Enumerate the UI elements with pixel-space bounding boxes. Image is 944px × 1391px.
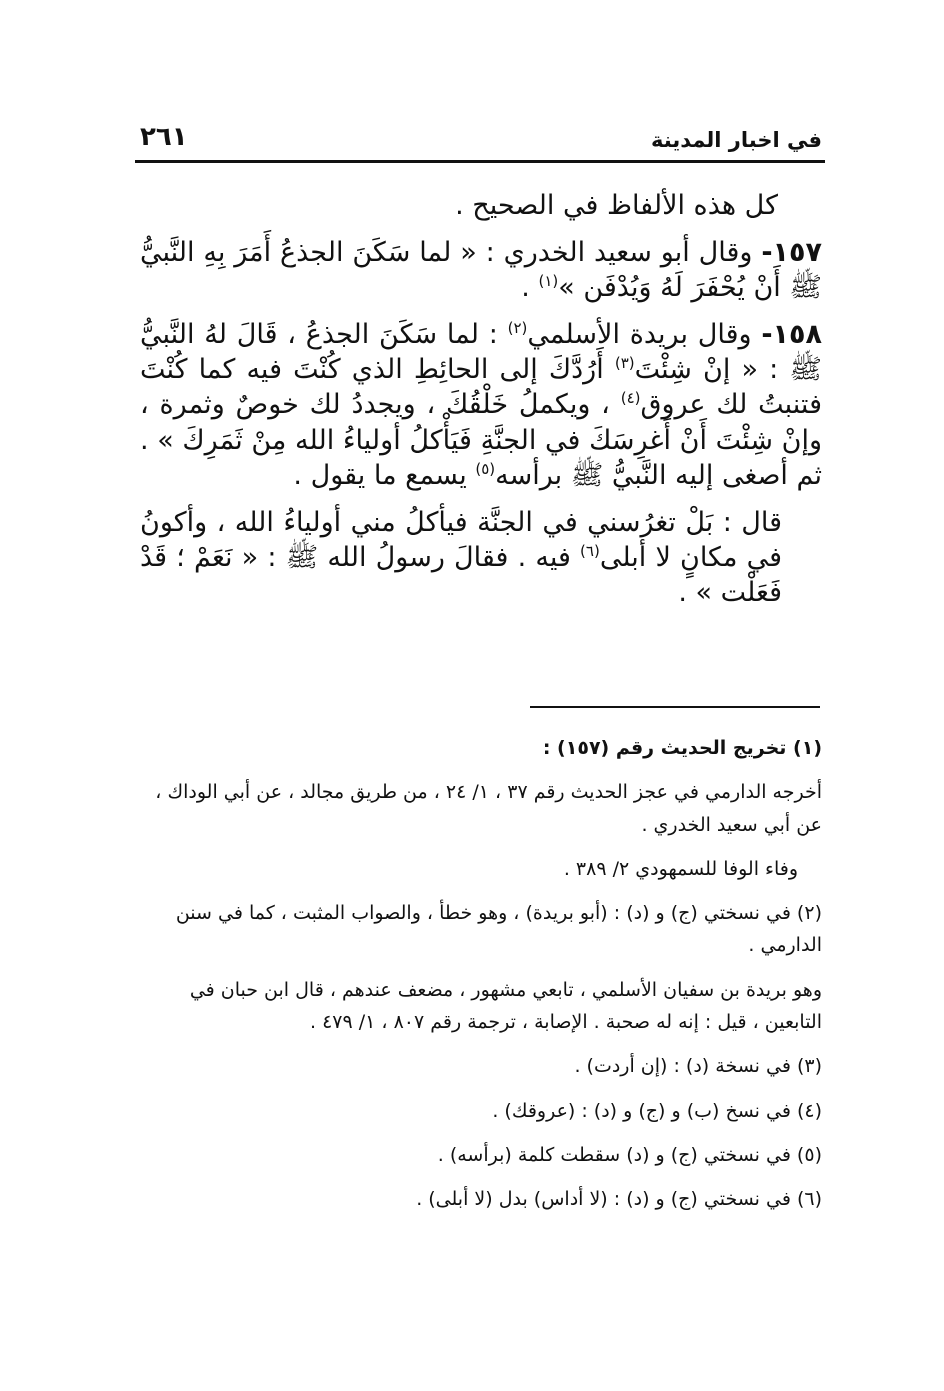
hadith-157 — [140, 235, 822, 305]
hadith-number: ١٥٨- — [761, 319, 822, 351]
footnote-marker: (٦) — [580, 541, 600, 560]
footnote-marker: (٣) — [614, 354, 635, 373]
footnote-2-detail: وهو بريدة بن سفيان الأسلمي ، تابعي مشهور ، مضعف عندهم ، قال ابن حبان في التابعين ، قيل : إنه له صحبة . الإصابة ، ترجمة رقم ٨٠٧ ، ١/ ٤٧٩ . — [189, 978, 822, 1034]
hadith-text: وقال أبو سعيد الخدري : « لما سَكَنَ الجذعُ أَمَرَ بِهِ النَّبيُّ ﷺ أَنْ يُحْفَرَ لَهُ وَيُدْفَن » — [140, 237, 822, 304]
hadith-text-part: أَرُدَّكَ إلى الحائِطِ الذي كُنْتَ فيه كما كُنْتَ فتنبتُ لك عروق — [140, 354, 822, 421]
hadith-number: ١٥٧- — [761, 237, 822, 269]
page-header — [140, 118, 822, 162]
main-text — [140, 188, 822, 622]
hadith-158 — [140, 317, 822, 492]
footnote-1-text: أخرجه الدارمي في عجز الحديث رقم ٣٧ ، ١/ ٢٤ ، من طريق مجالد ، عن أبي الوداك ، عن أبي سعيد الخدري . — [155, 781, 822, 836]
footnotes — [140, 732, 822, 1228]
header-rule — [135, 160, 825, 163]
footnote-marker: (٤) — [620, 389, 641, 408]
hadith-text-part: يسمع ما يقول . — [293, 459, 476, 491]
hadith-text-part: : لما سَكَنَ الجذعُ ، قَالَ لهُ النَّبيُّ ﷺ : « إنْ شِئْتَ — [140, 319, 822, 386]
reply-text-part: فيه . فقالَ رسولُ الله ﷺ : « نَعَمْ ؛ قَدْ فَعَلْت » . — [140, 541, 782, 608]
hadith-text-part: ، ويكملُ خَلْقُكَ ، ويجددُ لك خوصٌ وثمرة ، وإنْ شِئْتَ أَنْ أَغرِسَكَ في الجنَّةِ فَيَأْكلُ أولياءُ الله مِنْ ثَمَرِكَ » . ثم أصغى إليه النَّبيُّ ﷺ برأسه — [140, 389, 822, 491]
reply-text-part: قال : بَلْ تغرُسني في الجنَّة فيأكلُ مني أولياءُ الله ، وأكونُ في مكانٍ لا أبلى — [140, 506, 782, 573]
footnote-4: (٤) في نسخ (ب) و (ج) و (د) : (عروقك) . — [492, 1099, 822, 1122]
footnote-2: (٢) في نسختي (ج) و (د) : (أبو بريدة) ، وهو خطأ ، والصواب المثبت ، كما في سنن الدارمي . — [175, 902, 822, 957]
reply-paragraph — [140, 505, 822, 610]
footnote-marker: (٥) — [475, 459, 496, 478]
intro-line: كل هذه الألفاظ في الصحيح . — [455, 190, 778, 221]
running-title: في اخبار المدينة — [651, 128, 822, 152]
footnote-3: (٣) في نسخة (د) : (إن أردت) . — [574, 1055, 822, 1078]
footnote-5: (٥) في نسختي (ج) و (د) سقطت كلمة (برأسه) . — [437, 1143, 822, 1166]
footnote-marker: (١) — [538, 272, 559, 291]
hadith-text-part: وقال بريدة الأسلمي — [527, 319, 752, 351]
hadith-text-end: . — [521, 272, 539, 304]
footnote-1-heading: (١) تخريج الحديث رقم (١٥٧) : — [542, 737, 822, 759]
footnote-separator — [530, 706, 820, 708]
page-number: ٢٦١ — [140, 122, 188, 152]
footnote-marker: (٢) — [507, 319, 528, 338]
footnote-6: (٦) في نسختي (ج) و (د) : (لا أداس) بدل (لا أبلى) . — [416, 1188, 822, 1211]
footnote-1-source: وفاء الوفا للسمهودي ٢/ ٣٨٩ . — [563, 857, 798, 880]
